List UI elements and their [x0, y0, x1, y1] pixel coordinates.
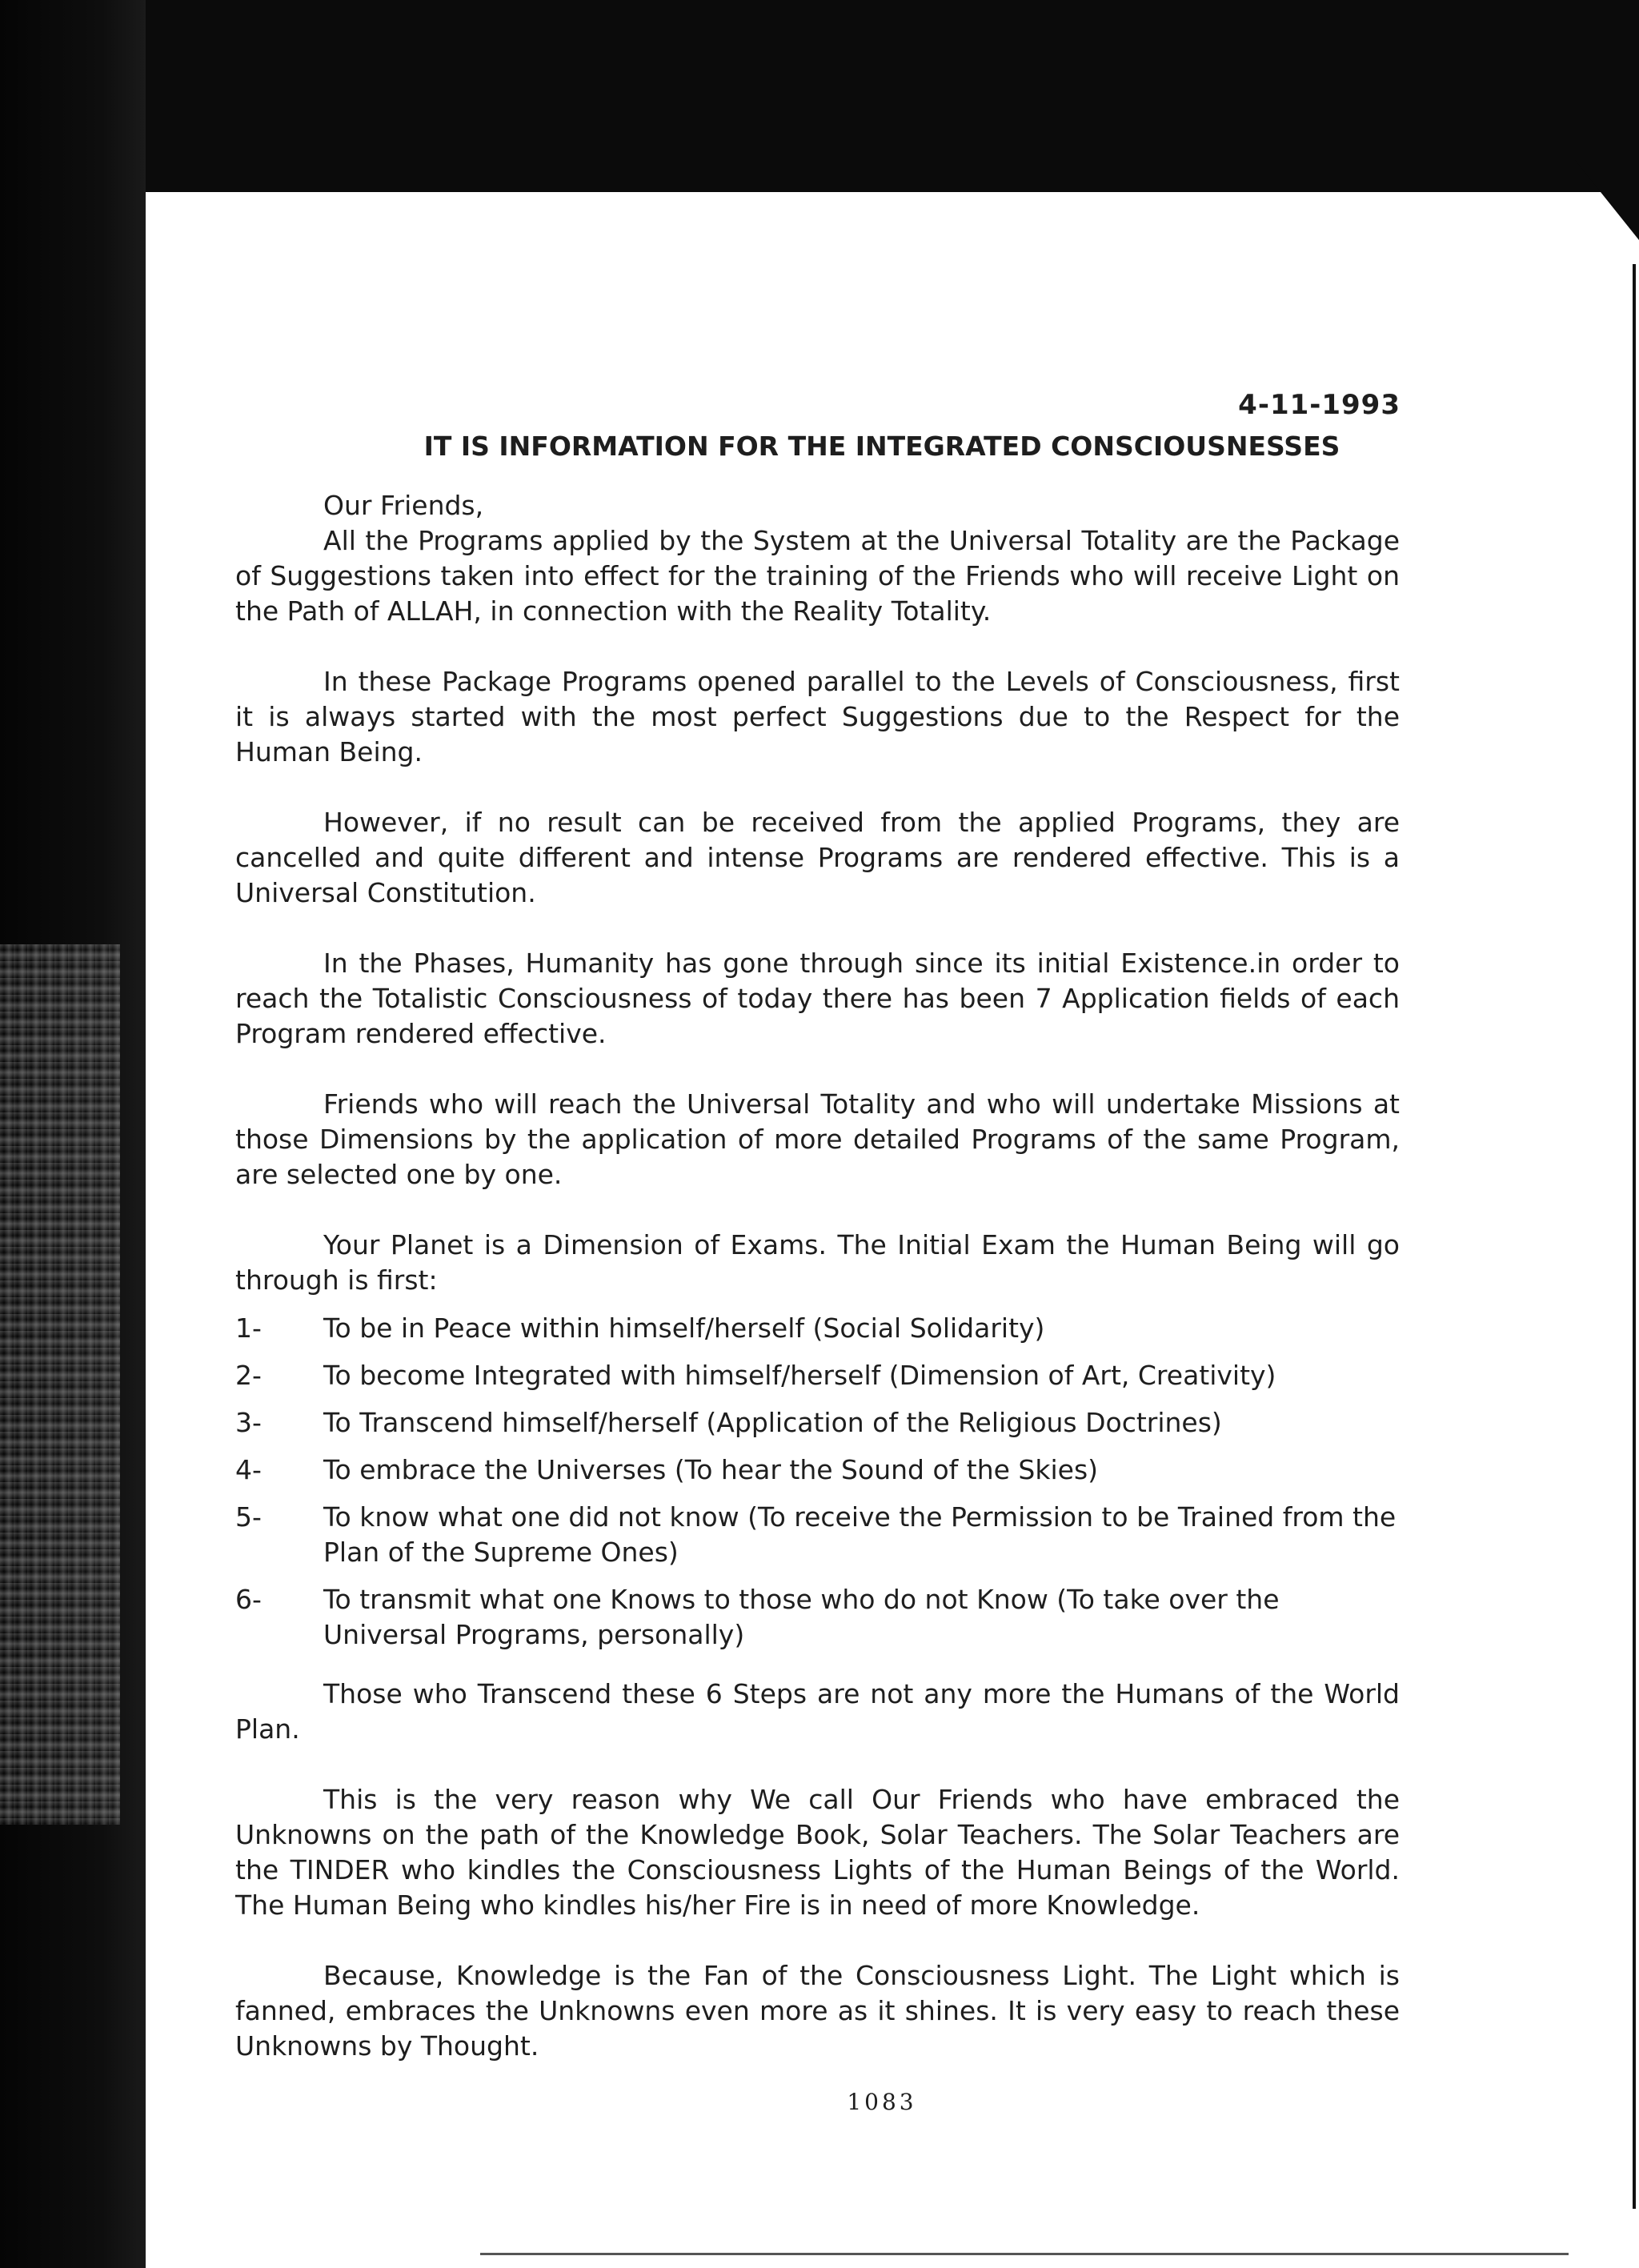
paragraph: This is the very reason why We call Our Friends who have embraced the Unknowns on the path of the Knowledge Book, Solar Teachers. The Solar Teachers are the TINDER who kindles the Consciousness Lights of the Human Beings of the World. The Human Being who kindles his/her Fire is in need of more Knowledge. — [235, 1784, 1400, 1921]
paragraph: Friends who will reach the Universal Totality and who will undertake Missions at those Dimensions by the application of more detailed Programs of the same Program, are selected one by one. — [235, 1088, 1400, 1190]
step-number: 2- — [235, 1360, 262, 1391]
steps-list — [235, 1311, 1400, 1653]
step-number: 1- — [235, 1312, 262, 1344]
step-text: To embrace the Universes (To hear the Sound of the Skies) — [323, 1454, 1099, 1485]
document-page — [146, 192, 1618, 2268]
step-text: To become Integrated with himself/herself (Dimension of Art, Creativity) — [323, 1360, 1276, 1391]
list-item — [235, 1405, 1400, 1441]
scan-noise — [0, 944, 120, 1825]
scan-corner-shadow — [1575, 160, 1639, 240]
paragraph: Those who Transcend these 6 Steps are not any more the Humans of the World Plan. — [235, 1678, 1400, 1745]
list-item — [235, 1500, 1400, 1570]
paragraph: In the Phases, Humanity has gone through since its initial Existence.in order to reach the Totalistic Consciousness of today there has been 7 Application fields of each Program rendered effective. — [235, 948, 1400, 1049]
step-number: 5- — [235, 1501, 262, 1533]
step-number: 4- — [235, 1454, 262, 1485]
paragraph: Because, Knowledge is the Fan of the Consciousness Light. The Light which is fanned, embraces the Unknowns even more as it shines. It is very easy to reach these Unknowns by Thought. — [235, 1960, 1400, 2062]
list-item — [235, 1311, 1400, 1346]
step-text: To know what one did not know (To receive the Permission to be Trained from the Plan of the Supreme Ones) — [323, 1501, 1397, 1568]
step-number: 3- — [235, 1407, 262, 1438]
step-number: 6- — [235, 1584, 262, 1615]
greeting: Our Friends, — [323, 490, 484, 521]
list-item — [235, 1358, 1400, 1393]
paragraph: Your Planet is a Dimension of Exams. The Initial Exam the Human Being will go through is first: — [235, 1229, 1400, 1296]
paragraph: In these Package Programs opened parallel to the Levels of Consciousness, first it is always started with the most perfect Suggestions due to the Respect for the Human Being. — [235, 666, 1400, 767]
scan-shadow-top — [0, 0, 1639, 192]
list-item — [235, 1453, 1400, 1488]
scan-edge-right — [1633, 264, 1636, 2209]
document-body — [235, 488, 1400, 2099]
document-title: IT IS INFORMATION FOR THE INTEGRATED CONSCIOUSNESSES — [423, 431, 1340, 462]
document-date: 4-11-1993 — [1238, 389, 1401, 421]
step-text: To transmit what one Knows to those who do not Know (To take over the Universal Programs, personally) — [323, 1584, 1280, 1650]
page-number: 1083 — [847, 2089, 917, 2115]
paragraph: However, if no result can be received from the applied Programs, they are cancelled and quite different and intense Programs are rendered effective. This is a Universal Constitution. — [235, 807, 1400, 908]
step-text: To be in Peace within himself/herself (Social Solidarity) — [323, 1312, 1045, 1344]
list-item — [235, 1582, 1400, 1653]
paragraph: All the Programs applied by the System at the Universal Totality are the Package of Suggestions taken into effect for the training of the Friends who will receive Light on the Path of ALLAH, in connection with the Reality Totality. — [235, 525, 1400, 627]
step-text: To Transcend himself/herself (Application of the Religious Doctrines) — [323, 1407, 1222, 1438]
scan-edge-bottom — [480, 2253, 1569, 2255]
